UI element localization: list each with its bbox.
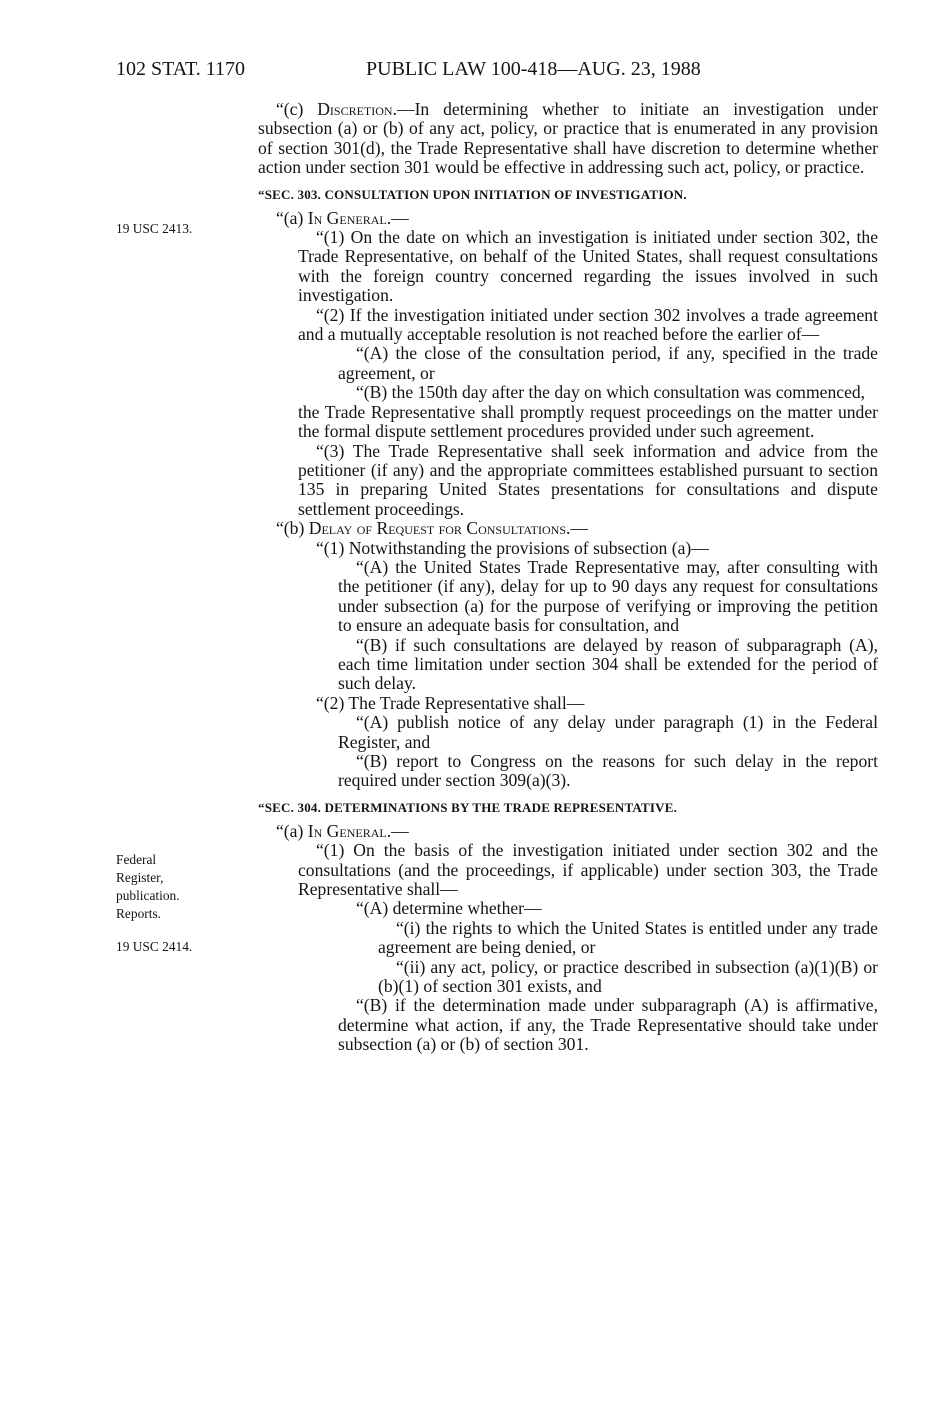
clause-304-a-1-A-i: “(i) the rights to which the United States is entitled under any trade agreement are being denied, or xyxy=(378,917,878,958)
text-run: — xyxy=(391,820,409,841)
subsection-a-heading xyxy=(258,209,878,228)
subsection-304-a-heading xyxy=(258,822,878,841)
paragraph-303-a-3: “(3) The Trade Representative shall seek information and advice from the petitioner (if any) and the appropriate committees established pursuant to section 135 in preparing United States presentations for consultations and dispute settlement proceedings. xyxy=(298,440,878,519)
text-run: “(a) xyxy=(276,820,308,841)
text-run: —In determining whether to initiate an investigation under subsection (a) or (b) of any act, policy, or practice that is enumerated in any provision of section 301(d), the Trade Representative shall have discretion to determine whether action under section 301 would be effective in addressing such act, policy, or practice. xyxy=(258,99,879,178)
paragraph-303-a-2: “(2) If the investigation initiated under section 302 involves a trade agreement and a mutually acceptable resolution is not reached before the earlier of— xyxy=(298,304,878,345)
margin-note-federal-register xyxy=(116,851,226,923)
subparagraph-303-b-1-A: “(A) the United States Trade Representative may, after consulting with the petitioner (if any), delay for up to 90 days any request for consultations under subsection (a) for the purpose of verifying or improving the petition to ensure an adequate basis for consultation, and xyxy=(338,556,878,636)
margin-note-line: Reports. xyxy=(116,906,162,921)
subparagraph-303-b-1-B: “(B) if such consultations are delayed by reason of subparagraph (A), each time limitation under section 304 shall be extended for the period of such delay. xyxy=(338,634,878,694)
text-run: — xyxy=(570,518,589,539)
text-run: “(c) xyxy=(276,99,318,119)
subparagraph-304-a-1-A: “(A) determine whether— xyxy=(356,898,542,919)
subparagraph-304-a-1-B: “(B) if the determination made under subparagraph (A) is affirmative, determine what action, if any, the Trade Representative should take under subsection (a) or (b) of section 301. xyxy=(338,995,878,1055)
subsection-heading: In General. xyxy=(307,820,392,841)
subparagraph-303-a-2-A: “(A) the close of the consultation period, if any, specified in the trade agreement, or xyxy=(338,343,878,383)
subparagraph-303-a-2-B: “(B) the 150th day after the day on which consultation was commenced, xyxy=(356,382,866,403)
subsection-heading: In General. xyxy=(307,207,392,228)
section-303-heading: “SEC. 303. CONSULTATION UPON INITIATION OF INVESTIGATION. xyxy=(258,186,687,202)
subparagraph-303-b-2-A: “(A) publish notice of any delay under paragraph (1) in the Federal Register, and xyxy=(338,712,878,752)
public-law-title: PUBLIC LAW 100-418—AUG. 23, 1988 xyxy=(366,58,701,80)
paragraph-303-b-1: “(1) Notwithstanding the provisions of subsection (a)— xyxy=(316,537,709,558)
margin-note-line: Federal xyxy=(116,852,157,867)
section-304-heading: “SEC. 304. DETERMINATIONS BY THE TRADE REPRESENTATIVE. xyxy=(258,799,678,815)
paragraph-304-a-1: “(1) On the basis of the investigation initiated under section 302 and the consultations (and the proceedings, if applicable) under section 303, the Trade Representative shall— xyxy=(298,840,878,900)
paragraph-303-b-2: “(2) The Trade Representative shall— xyxy=(316,692,585,713)
subparagraph-303-b-2-B: “(B) report to Congress on the reasons for such delay in the report required under section 309(a)(3). xyxy=(338,751,878,791)
subsection-heading: Delay of Request for Consultations. xyxy=(308,518,571,539)
text-run: “(a) xyxy=(276,207,308,228)
margin-note-usc-2413: 19 USC 2413. xyxy=(116,221,193,236)
text-run: “(b) xyxy=(276,518,309,539)
subsection-heading: Discretion. xyxy=(317,99,397,119)
paragraph-303-a-2-tail: the Trade Representative shall promptly request proceedings on the matter under the formal dispute settlement procedures provided under such agreement. xyxy=(298,401,878,442)
page-header xyxy=(116,58,766,84)
law-body xyxy=(258,100,878,1055)
stat-page-number: 102 STAT. 1170 xyxy=(116,58,245,80)
paragraph-303-a-1: “(1) On the date on which an investigation is initiated under section 302, the Trade Representative, on behalf of the United States, shall request consultations with the foreign country concerned regarding the issues involved in such investigation. xyxy=(298,227,878,306)
subsection-b-heading xyxy=(258,519,878,538)
subsection-c-discretion xyxy=(258,100,878,178)
margin-note-line: Register, xyxy=(116,870,164,885)
margin-note-usc-2414: 19 USC 2414. xyxy=(116,939,193,954)
margin-note-line: publication. xyxy=(116,888,180,903)
text-run: — xyxy=(391,207,409,228)
clause-304-a-1-A-ii: “(ii) any act, policy, or practice described in subsection (a)(1)(B) or (b)(1) of section 301 exists, and xyxy=(378,956,878,997)
